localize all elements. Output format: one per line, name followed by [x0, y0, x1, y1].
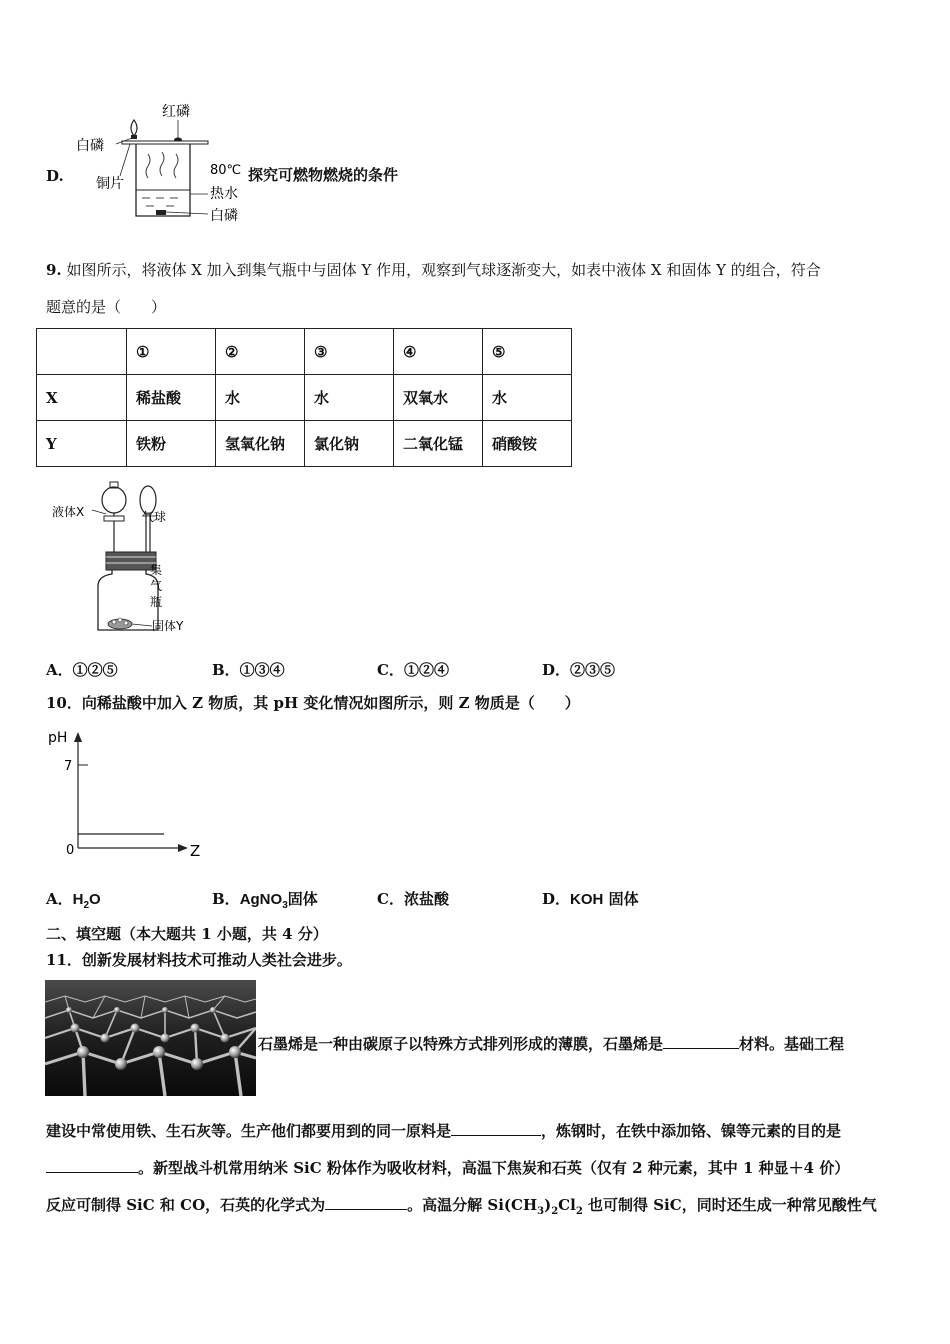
q11-text: 11．创新发展材料技术可推动人类社会进步。 [46, 951, 352, 969]
white-phosphorus-bottom-mark [156, 210, 166, 215]
gas-bottle-figure [50, 478, 200, 636]
label-copper-sheet: 铜片 [96, 176, 124, 192]
label-red-phosphorus: 红磷 [162, 104, 190, 120]
table-cell: 氯化钠 [305, 421, 394, 467]
q11-line3: 。新型战斗机常用纳米 SiC 粉体作为吸收材料，高温下焦炭和石英（仅有 2 种元素，其中 1 种显＋4 价） [46, 1157, 849, 1178]
table-cell: 铁粉 [127, 421, 216, 467]
combustion-apparatus-figure [70, 98, 250, 226]
q9-option-a: A．①②⑤ [46, 661, 118, 679]
table-cell: ③ [305, 329, 394, 375]
table-cell: 二氧化锰 [394, 421, 483, 467]
label-hot-water: 热水 [210, 186, 238, 202]
table-cell: ① [127, 329, 216, 375]
graphene-image [45, 980, 256, 1096]
label-bottle-3: 瓶 [150, 595, 163, 609]
q11-line4: 反应可制得 SiC 和 CO，石英的化学式为 。高温分解 $Si(CH_3)_2Cl_2$ 也可制得 SiC，同时还生成一种常见酸性气 [46, 1196, 877, 1217]
table-header-row [37, 329, 572, 375]
q11-line2: 建设中常使用铁、生石灰等。生产他们都要用到的同一原料是 ，炼钢时，在铁中添加铬、镍等元素的目的是 [46, 1122, 842, 1140]
table-cell: ② [216, 329, 305, 375]
label-liquid-x: 液体X [52, 505, 85, 519]
label-balloon: 气球 [142, 510, 167, 524]
table-row [37, 375, 572, 421]
table-cell: 氢氧化钠 [216, 421, 305, 467]
label-white-phosphorus-top: 白磷 [76, 138, 104, 154]
answer-blank-2[interactable] [451, 1120, 541, 1136]
q9-table [36, 328, 572, 467]
label-solid-y: 固体Y [152, 619, 184, 633]
label-temperature: 80℃ [210, 163, 242, 178]
section2-title: 二、填空题（本大题共 1 小题，共 4 分） [46, 925, 328, 943]
stopcock [104, 516, 124, 521]
q9-stem-1: 如图所示，将液体 X 加入到集气瓶中与固体 Y 作用，观察到气球逐渐变大，如表中液体 X 和固体 Y 的组合，符合 [66, 261, 821, 279]
q10-option-b: B．AgNO$_3$固体 [212, 890, 318, 911]
origin-label: 0 [66, 843, 75, 858]
x-axis-arrow [178, 844, 188, 852]
x-axis-label: Z [190, 842, 201, 860]
tick-label-7: 7 [64, 759, 73, 774]
ph-chart [44, 724, 214, 866]
q8-option-d-label: D. [46, 167, 64, 185]
q10-option-a: A．$H_2O$ [46, 890, 101, 911]
table-cell: ⑤ [483, 329, 572, 375]
table-cell: X [37, 375, 127, 421]
label-white-phosphorus-bottom: 白磷 [210, 208, 238, 224]
q9-option-c: C．①②④ [377, 661, 449, 679]
q9-text-line1 [46, 260, 821, 280]
table-cell: 双氧水 [394, 375, 483, 421]
q10-option-d: D．KOH 固体 [542, 890, 639, 908]
rubber-stopper [106, 552, 156, 570]
table-cell: 稀盐酸 [127, 375, 216, 421]
q9-option-d: D．②③⑤ [542, 661, 616, 679]
table-cell: Y [37, 421, 127, 467]
q9-text-line2: 题意的是（ ） [46, 298, 167, 316]
table-cell: 水 [305, 375, 394, 421]
answer-blank-4[interactable] [325, 1194, 407, 1210]
table-cell: ④ [394, 329, 483, 375]
q10-option-c: C．浓盐酸 [377, 890, 449, 908]
label-bottle-1: 集 [150, 563, 163, 577]
table-cell: 水 [483, 375, 572, 421]
y-axis-arrow [74, 732, 82, 742]
table-cell: 硝酸铵 [483, 421, 572, 467]
table-row [37, 421, 572, 467]
q9-option-b: B．①③④ [212, 661, 285, 679]
copper-sheet [122, 141, 208, 144]
q10-text: 10．向稀盐酸中加入 Z 物质，其 pH 变化情况如图所示，则 Z 物质是（ ） [46, 694, 580, 712]
answer-blank-1[interactable] [663, 1033, 739, 1049]
label-bottle-2: 气 [150, 579, 163, 593]
q8-option-d-caption: 探究可燃物燃烧的条件 [248, 166, 399, 184]
flame-icon [131, 120, 137, 136]
q11-line1: 石墨烯是一种由碳原子以特殊方式排列形成的薄膜，石墨烯是 材料。基础工程 [258, 1035, 845, 1053]
answer-blank-3[interactable] [46, 1157, 138, 1173]
table-cell [37, 329, 127, 375]
q9-number: 9. [46, 261, 62, 279]
table-cell: 水 [216, 375, 305, 421]
y-axis-label: pH [48, 730, 68, 746]
